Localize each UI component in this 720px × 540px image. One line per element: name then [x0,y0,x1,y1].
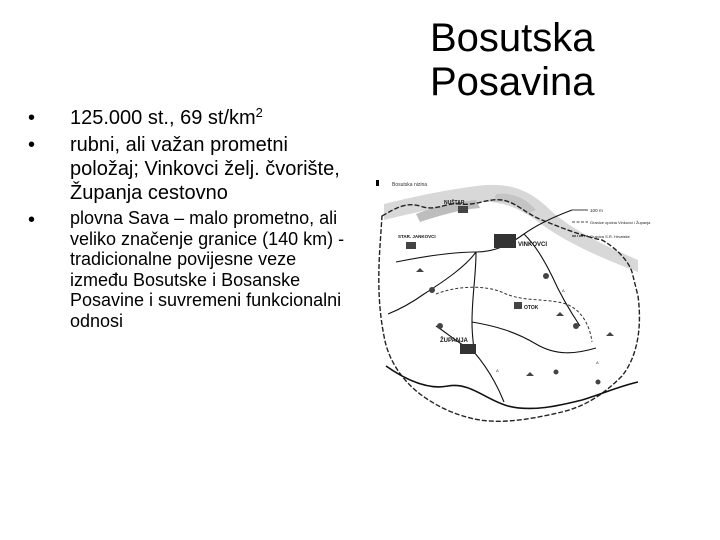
bullet-dot: • [28,209,36,231]
town-label-vinkovci: VINKOVCI [518,242,548,248]
legend-label-elevation: 100 m [590,208,603,213]
sava-river [386,366,638,408]
town-marker-nustar [458,206,468,213]
town-label-zupanja: ŽUPANJA [440,338,468,344]
bullet-text: rubni, ali važan prometni položaj; Vinkovci želj. čvorište, Županja cestovno [70,134,340,204]
town-marker-jankovci [406,242,416,249]
bullet-item [28,106,348,130]
svg-text:A: A [562,288,565,293]
bullet-text: plovna Sava – malo prometno, ali veliko značenje granice (140 km) - tradicionalne povijesne veze između Bosutske i Bosanske Posavine i suvremeni funkcionalni odnosi [70,208,345,331]
bullet-dot: • [28,107,36,129]
village-marker [596,380,601,385]
svg-text:A: A [596,360,599,365]
town-marker-zupanja [460,344,476,354]
town-label-jankovci: STAR. JANKOVCI [398,234,436,239]
bullet-list [28,106,348,334]
town-label-otok: OTOK [524,305,539,311]
bullet-item [28,133,348,205]
map-header-label: Bosutska nizina [392,182,428,188]
village-marker [543,273,549,279]
map-header-mark [376,180,379,186]
bullet-item [28,208,348,331]
village-marker [437,323,443,329]
relief-band [384,185,638,272]
town-marker-vinkovci [494,234,516,248]
legend-label-border: Granica S.R. Hrvatske [590,234,630,239]
title-line-1: Bosutska [430,16,595,60]
slide-title [430,16,710,104]
town-label-nustar: NUŠTAR [444,200,465,206]
bullet-superscript: 2 [255,105,263,120]
region-map [376,176,652,432]
svg-text:A: A [496,368,499,373]
map-markings [416,268,614,376]
region-boundary [379,200,640,422]
village-marker [573,323,579,329]
bullet-dot: • [28,134,36,156]
bullet-text: 125.000 st., 69 st/km [70,107,256,129]
village-marker [429,287,435,293]
village-marker [554,370,559,375]
town-marker-otok [514,302,522,309]
legend-label-municipal: Granice općina Vinkovci i Županja [590,220,651,225]
title-line-2: Posavina [430,60,595,104]
